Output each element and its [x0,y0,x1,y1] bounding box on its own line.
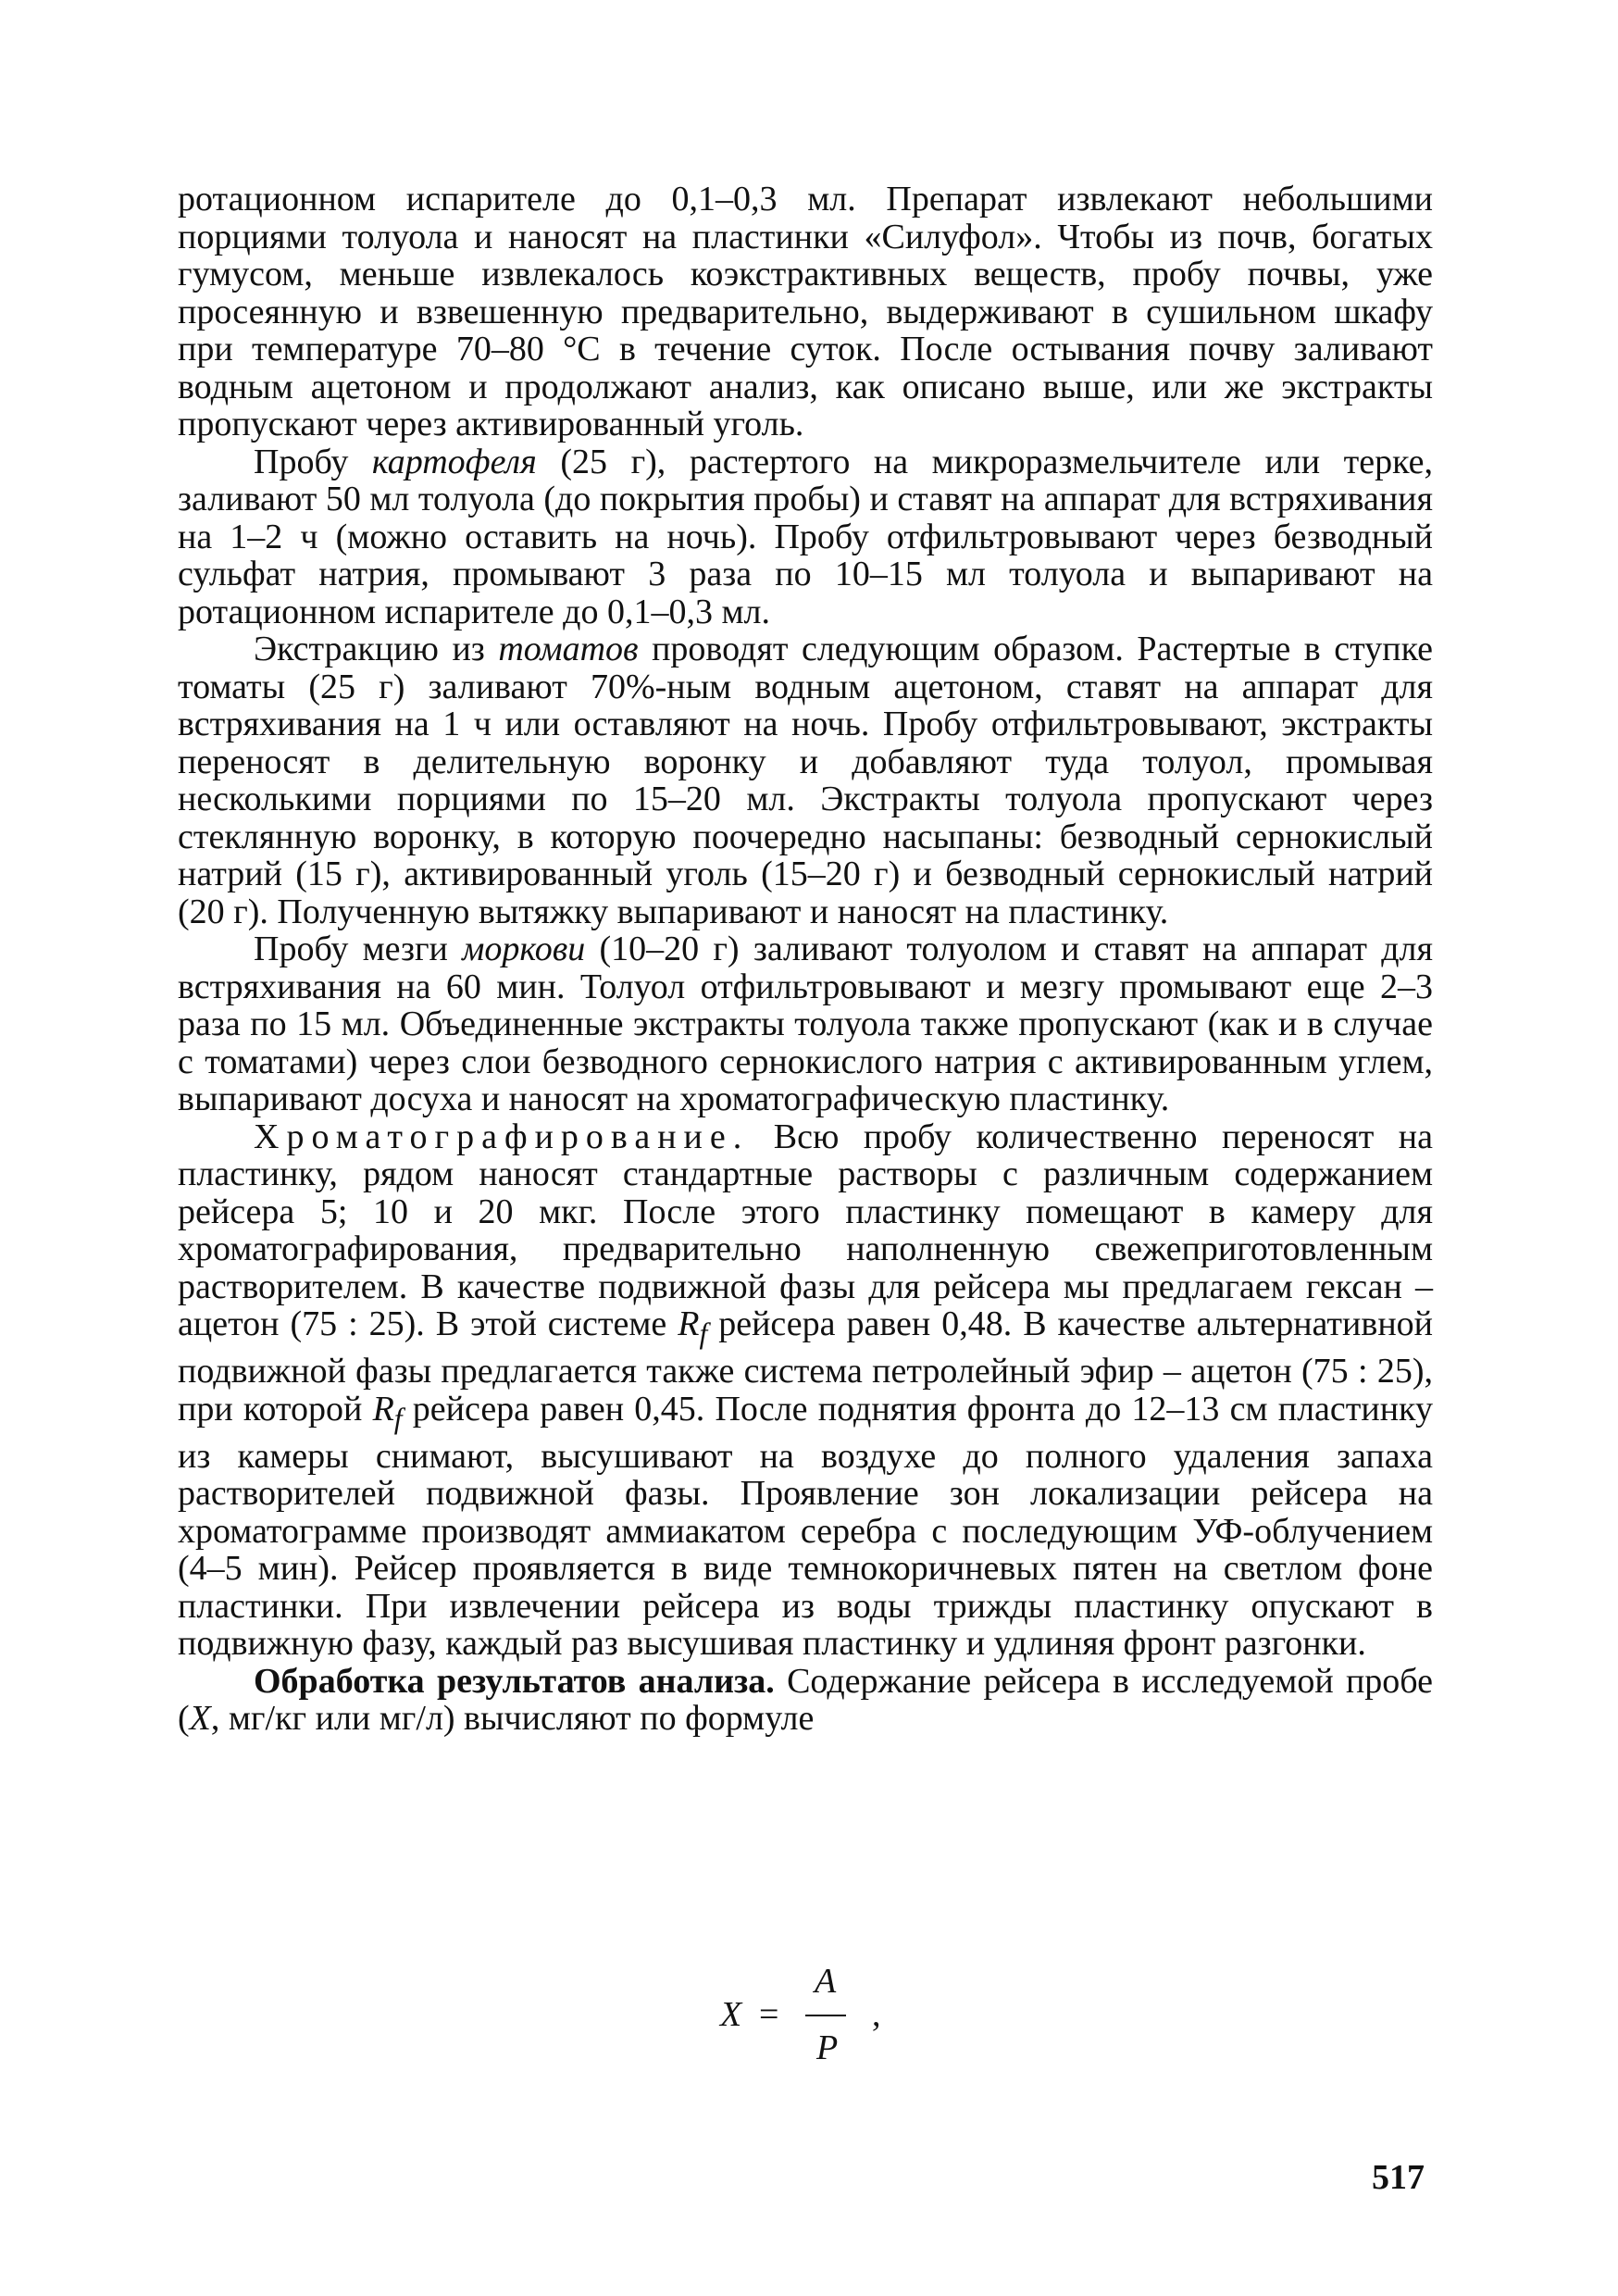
rf-subscript: f [699,1316,708,1350]
formula-comma: , [872,1995,881,2034]
paragraph-text-start: Экстракцию из [254,630,499,668]
rf-symbol [372,1389,403,1435]
paragraph-potato [178,443,1433,631]
paragraph-text-part1: Содержание рейсера в исследуемой пробе ( [178,1661,1433,1739]
section-heading-results: Обработка результатов анализа. [254,1661,775,1701]
italic-term-potato: картофеля [371,442,537,481]
rf-subscript: f [393,1402,403,1435]
paragraph-text-rest: проводят следующим образом. Растертые в ступке томаты (25 г) заливают 70%-ным водным ацетоном, ставят на аппарат для встряхивания на 1 ч или оставляют на ночь. Пробу отфильтровывают, экстракты переносят в делительную воронку и добавляют туда толуол, промывая несколькими порциями по 15–20 мл. Экстракты толуола пропускают через стеклянную воронку, в которую поочередно насыпаны: безводный сернокислый натрий (15 г), активированный уголь (15–20 г) и безводный сернокислый натрий (20 г). Полученную вытяжку выпаривают и наносят на пластинку. [178,630,1433,931]
formula-denominator: P [816,2028,839,2067]
text-column [178,181,1433,1738]
fraction-bar [805,2015,846,2016]
formula-lhs: X [720,1995,742,2034]
paragraph-text-start: Пробу мезги [254,930,463,968]
formula-numerator: A [815,1962,837,2001]
paragraph-text-rest: (10–20 г) заливают толуолом и ставят на аппарат для встряхивания на 60 мин. Толуол отфильтровывают и мезгу промывают еще 2–3 раза по 15 мл. Объединенные экстракты толуола также пропускают (как и в случае с томатами) через слои безводного сернокислого натрия с активированным углем, выпаривают досуха и наносят на хроматографическую пластинку. [178,930,1433,1118]
variable-x: X [189,1699,211,1739]
paragraph-tomato [178,630,1433,930]
paragraph-text: ротационном испарителе до 0,1–0,3 мл. Препарат извлекают небольшими порциями толуола и наносят на пластинки «Силуфол». Чтобы из почв, богатых гумусом, меньше извлекалось коэкстрактивных веществ, пробу почвы, уже просеянную и взвешенную предварительно, выдерживают в сушильном шкафу при температуре 70–80 °С в течение суток. После остывания почву заливают водным ацетоном и продолжают анализ, как описано выше, или же экстракты пропускают через активированный уголь. [178,180,1433,443]
page-number: 517 [1372,2158,1425,2197]
rf-letter: R [372,1389,394,1429]
paragraph-text-part2: рейсера равен 0,48. В качестве альтернативной подвижной фазы предлагается также система петролейный эфир – ацетон (75 : 25), при которой [178,1304,1433,1429]
paragraph-chromatography [178,1118,1433,1663]
italic-term-carrot: моркови [462,930,586,968]
formula-equals: = [759,1995,779,2034]
rf-symbol [678,1304,708,1350]
paragraph-text-part1: Всю пробу количественно переносят на пластинку, рядом наносят стандартные растворы с различным содержанием рейсера 5; 10 и 20 мкг. После этого пластинку помещают в камеру для хроматографирования, предварительно наполненную свежеприготовленным растворителем. В качестве подвижной фазы для рейсера мы предлагаем гексан – ацетон (75 : 25). В этой системе [178,1117,1433,1343]
section-heading-chromatography: Хроматографирование. [254,1117,750,1156]
paragraph-text-start: Пробу [254,442,372,481]
paragraph-text-rest: (25 г), растертого на микроразмельчителе или терке, заливают 50 мл толуола (до покрытия пробы) и ставят на аппарат для встряхивания на 1–2 ч (можно оставить на ночь). Пробу отфильтровывают через безводный сульфат натрия, промывают 3 раза по 10–15 мл толуола и выпаривают на ротационном испарителе до 0,1–0,3 мл. [178,442,1433,631]
paragraph-text-part3: рейсера равен 0,45. После поднятия фронта до 12–13 см пластинку из камеры снимают, высушивают на воздухе до полного удаления запаха растворителей подвижной фазы. Проявление зон локализации рейсера на хроматограмме производят аммиакатом серебра с последующим УФ-облучением (4–5 мин). Рейсер проявляется в виде темнокоричневых пятен на светлом фоне пластинки. При извлечении рейсера из воды трижды пластинку опускают в подвижную фазу, каждый раз высушивая пластинку и удлиняя фронт разгонки. [178,1389,1433,1664]
italic-term-tomato: томатов [498,630,639,668]
rf-letter: R [678,1304,700,1343]
paragraph-carrot [178,930,1433,1118]
paragraph-text-part2: , мг/кг или мг/л) вычисляют по формуле [210,1699,815,1739]
paragraph-results [178,1663,1433,1738]
paragraph-soil-continuation [178,181,1433,443]
formula [713,1961,935,2067]
